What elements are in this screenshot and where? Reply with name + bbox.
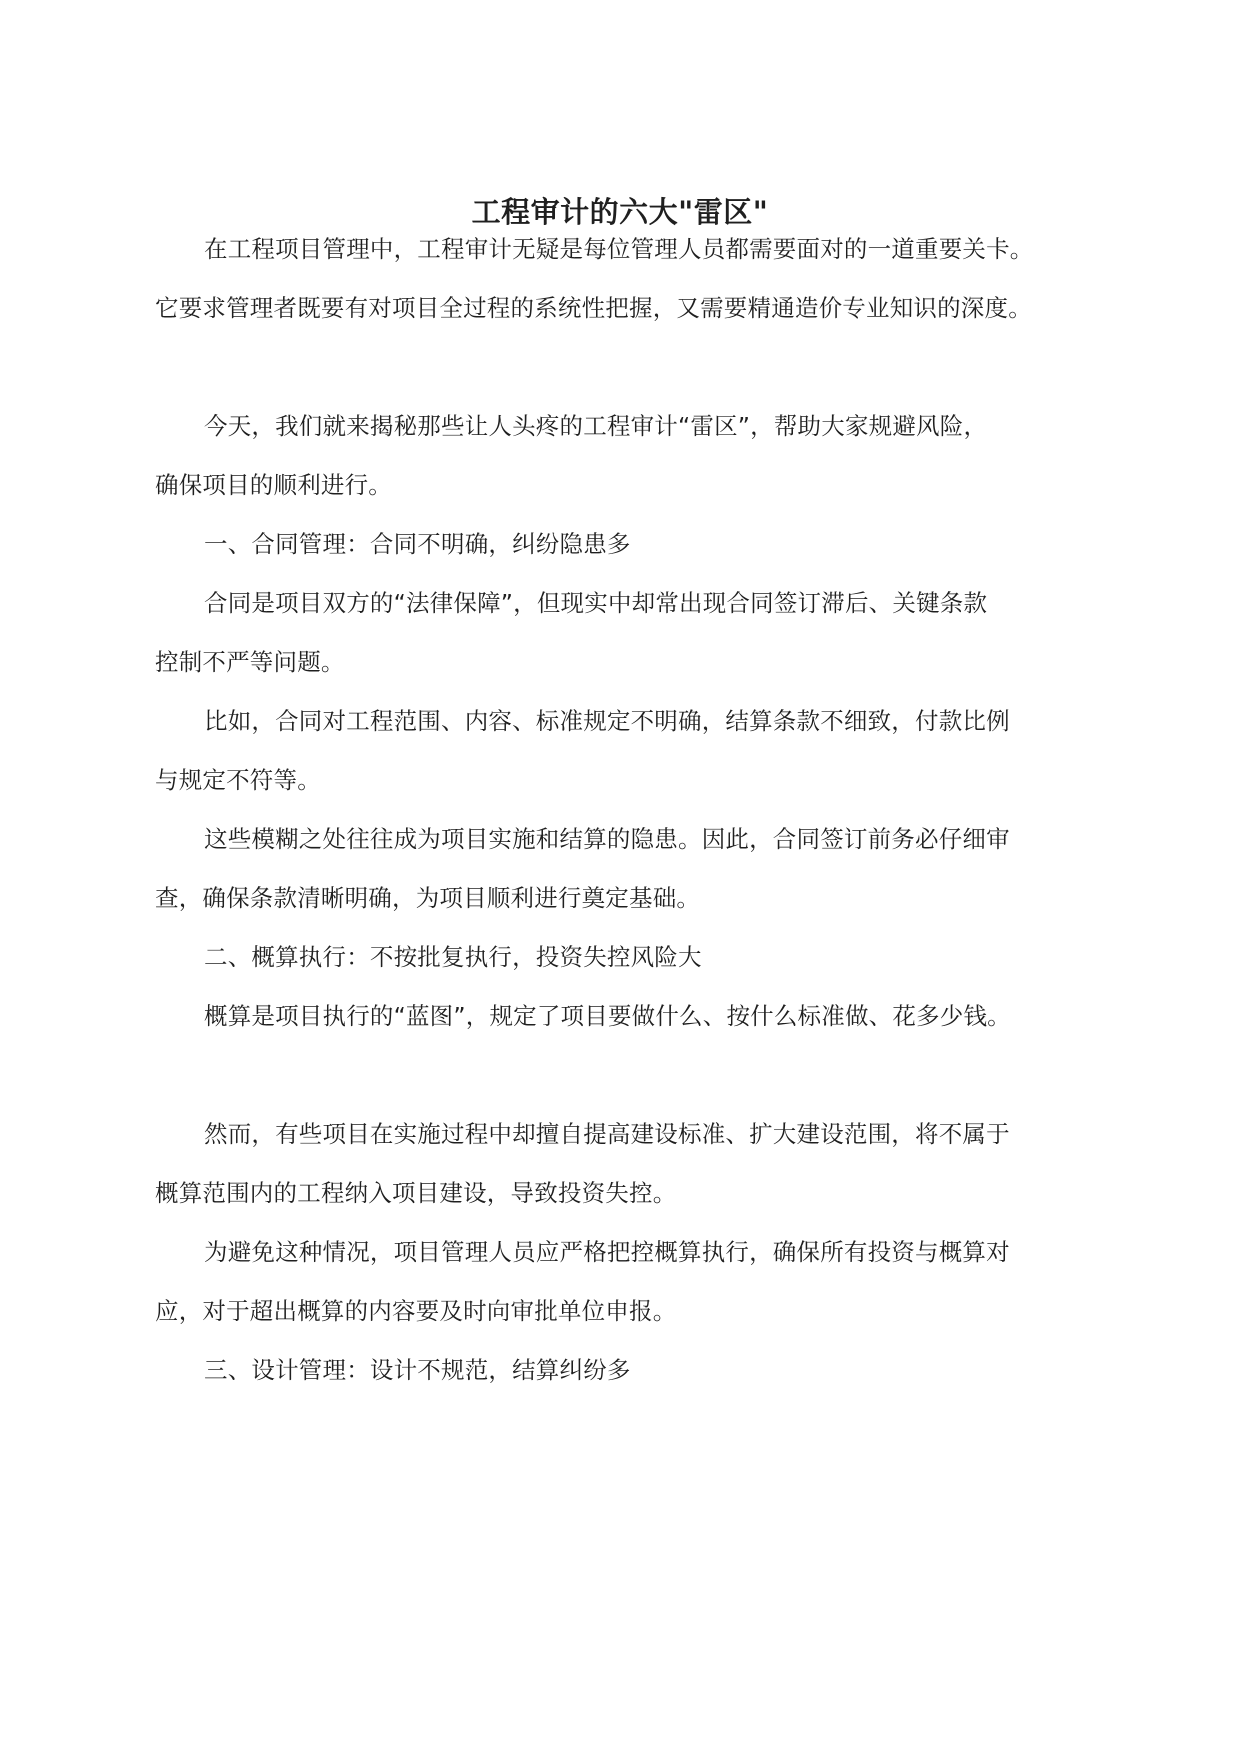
paragraph-line: 今天，我们就来揭秘那些让人头疼的工程审计“雷区”，帮助大家规避风险， (204, 412, 988, 440)
section-heading: 二、概算执行：不按批复执行，投资失控风险大 (204, 943, 702, 971)
paragraph-line: 查，确保条款清晰明确，为项目顺利进行奠定基础。 (155, 884, 701, 912)
paragraph-line: 在工程项目管理中，工程审计无疑是每位管理人员都需要面对的一道重要关卡。 (204, 235, 1034, 263)
paragraph-line: 控制不严等问题。 (155, 648, 345, 676)
document-title: 工程审计的六大"雷区" (471, 195, 769, 229)
paragraph-line: 然而，有些项目在实施过程中却擅自提高建设标准、扩大建设范围，将不属于 (204, 1120, 1010, 1148)
section-heading: 三、设计管理：设计不规范，结算纠纷多 (204, 1356, 631, 1384)
paragraph-line: 为避免这种情况，项目管理人员应严格把控概算执行，确保所有投资与概算对 (204, 1238, 1010, 1266)
paragraph-line: 概算范围内的工程纳入项目建设，导致投资失控。 (155, 1179, 677, 1207)
paragraph-line: 确保项目的顺利进行。 (155, 471, 392, 499)
paragraph-line: 比如，合同对工程范围、内容、标准规定不明确，结算条款不细致，付款比例 (204, 707, 1010, 735)
paragraph-line: 合同是项目双方的“法律保障”，但现实中却常出现合同签订滞后、关键条款 (204, 589, 988, 617)
section-heading: 一、合同管理：合同不明确，纠纷隐患多 (204, 530, 631, 558)
paragraph-line: 概算是项目执行的“蓝图”，规定了项目要做什么、按什么标准做、花多少钱。 (204, 1002, 1011, 1030)
paragraph-line: 与规定不符等。 (155, 766, 321, 794)
paragraph-line: 这些模糊之处往往成为项目实施和结算的隐患。因此，合同签订前务必仔细审 (204, 825, 1010, 853)
paragraph-line: 它要求管理者既要有对项目全过程的系统性把握，又需要精通造价专业知识的深度。 (155, 294, 1032, 322)
paragraph-line: 应，对于超出概算的内容要及时向审批单位申报。 (155, 1297, 677, 1325)
